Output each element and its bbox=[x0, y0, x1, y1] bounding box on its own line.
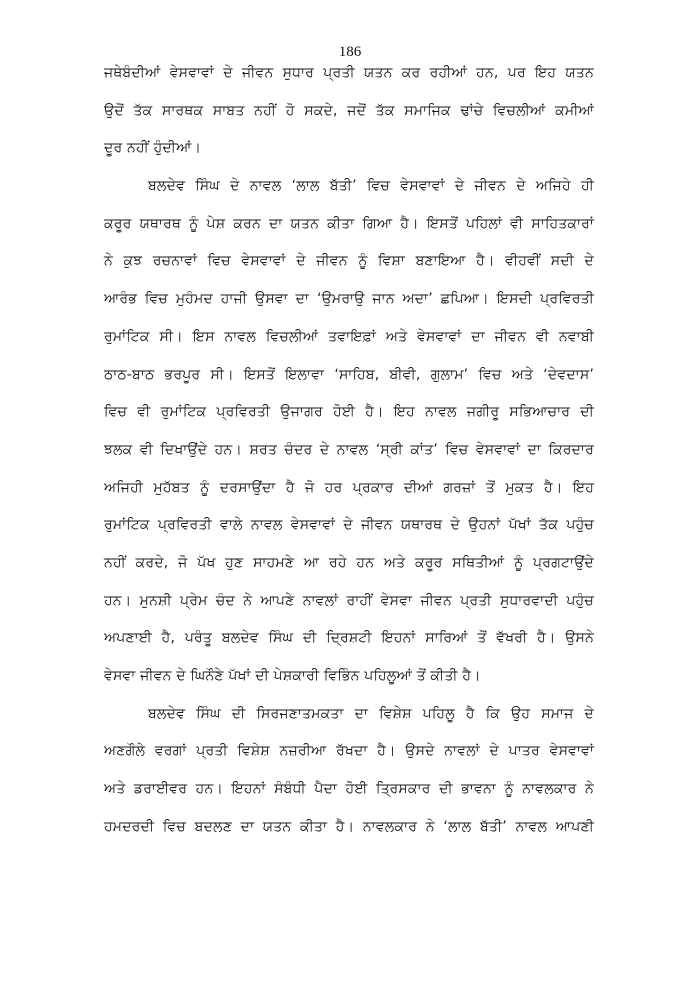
text-line-4: ਬਲਦੇਵ ਸਿੰਘ ਦੇ ਨਾਵਲ ‘ਲਾਲ ਬੱਤੀ’ ਵਿਚ ਵੇਸਵਾਵਾਂ ਦੇ ਜੀਵਨ ਦੇ ਅਜਿਹੇ ਹੀ bbox=[148, 178, 594, 195]
body-text bbox=[104, 55, 594, 846]
text-line-12: ਅਜਿਹੀ ਮੁਹੱਬਤ ਨੂੰ ਦਰਸਾਉਂਦਾ ਹੈ ਜੋ ਹਰ ਪ੍ਰਕਾਰ ਦੀਆਂ ਗਰਜ਼ਾਂ ਤੋਂ ਮੁਕਤ ਹੈ। ਇਹ bbox=[104, 479, 594, 496]
text-line-6: ਨੇ ਕੁਝ ਰਚਨਾਵਾਂ ਵਿਚ ਵੇਸਵਾਵਾਂ ਦੇ ਜੀਵਨ ਨੂੰ ਵਿਸ਼ਾ ਬਣਾਇਆ ਹੈ। ਵੀਹਵੀਂ ਸਦੀ ਦੇ bbox=[104, 253, 594, 270]
text-line-20: ਅਤੇ ਡਰਾਈਵਰ ਹਨ। ਇਹਨਾਂ ਸੰਬੰਧੀ ਪੈਦਾ ਹੋਈ ਤ੍ਰਿਸਕਾਰ ਦੀ ਭਾਵਨਾ ਨੂੰ ਨਾਵਲਕਾਰ ਨੇ bbox=[104, 781, 594, 798]
text-line-17: ਵੇਸਵਾ ਜੀਵਨ ਦੇ ਘਿਨੌਣੇ ਪੱਖਾਂ ਦੀ ਪੇਸ਼ਕਾਰੀ ਵਿਭਿੰਨ ਪਹਿਲੂਆਂ ਤੋਂ ਕੀਤੀ ਹੈ। bbox=[104, 668, 481, 684]
text-line-7: ਆਰੰਭ ਵਿਚ ਮੁਹੰਮਦ ਹਾਜੀ ਉਸਵਾ ਦਾ ‘ਉਮਰਾਉ ਜਾਨ ਅਦਾ’ ਛਪਿਆ। ਇਸਦੀ ਪ੍ਰਵਿਰਤੀ bbox=[104, 291, 594, 308]
text-line-9: ਠਾਠ-ਬਾਠ ਭਰਪੂਰ ਸੀ। ਇਸਤੋਂ ਇਲਾਵਾ ‘ਸਾਹਿਬ, ਬੀਵੀ, ਗੁਲਾਮ’ ਵਿਚ ਅਤੇ ‘ਦੇਵਦਾਸ’ bbox=[104, 366, 594, 383]
text-line-13: ਰੁਮਾਂਟਿਕ ਪ੍ਰਵਿਰਤੀ ਵਾਲੇ ਨਾਵਲ ਵੇਸਵਾਵਾਂ ਦੇ ਜੀਵਨ ਯਥਾਰਥ ਦੇ ਉਹਨਾਂ ਪੱਖਾਂ ਤੱਕ ਪਹੁੰਚ bbox=[104, 517, 594, 534]
page-number: 186 bbox=[338, 44, 362, 60]
text-line-14: ਨਹੀਂ ਕਰਦੇ, ਜੋ ਪੱਖ ਹੁਣ ਸਾਹਮਣੇ ਆ ਰਹੇ ਹਨ ਅਤੇ ਕਰੂਰ ਸਥਿਤੀਆਂ ਨੂੰ ਪ੍ਰਗਟਾਉਂਦੇ bbox=[104, 554, 594, 571]
text-line-21: ਹਮਦਰਦੀ ਵਿਚ ਬਦਲਣ ਦਾ ਯਤਨ ਕੀਤਾ ਹੈ। ਨਾਵਲਕਾਰ ਨੇ ‘ਲਾਲ ਬੱਤੀ’ ਨਾਵਲ ਆਪਣੀ bbox=[104, 818, 594, 835]
text-line-15: ਹਨ। ਮੁਨਸ਼ੀ ਪ੍ਰੇਮ ਚੰਦ ਨੇ ਆਪਣੇ ਨਾਵਲਾਂ ਰਾਹੀਂ ਵੇਸਵਾ ਜੀਵਨ ਪ੍ਰਤੀ ਸੁਧਾਰਵਾਦੀ ਪਹੁੰਚ bbox=[104, 592, 594, 609]
text-line-10: ਵਿਚ ਵੀ ਰੁਮਾਂਟਿਕ ਪ੍ਰਵਿਰਤੀ ਉਜਾਗਰ ਹੋਈ ਹੈ। ਇਹ ਨਾਵਲ ਜਗੀਰੂ ਸਭਿਆਚਾਰ ਦੀ bbox=[104, 404, 594, 421]
text-line-3: ਦੂਰ ਨਹੀਂ ਹੁੰਦੀਆਂ। bbox=[104, 140, 202, 157]
text-line-1: ਜਥੇਬੰਦੀਆਂ ਵੇਸਵਾਵਾਂ ਦੇ ਜੀਵਨ ਸੁਧਾਰ ਪ੍ਰਤੀ ਯਤਨ ਕਰ ਰਹੀਆਂ ਹਨ, ਪਰ ਇਹ ਯਤਨ bbox=[104, 65, 594, 81]
text-line-8: ਰੁਮਾਂਟਿਕ ਸੀ। ਇਸ ਨਾਵਲ ਵਿਚਲੀਆਂ ਤਵਾਇਫ਼ਾਂ ਅਤੇ ਵੇਸਵਾਵਾਂ ਦਾ ਜੀਵਨ ਵੀ ਨਵਾਬੀ bbox=[104, 328, 594, 345]
text-line-19: ਅਣਗੌਲੇ ਵਰਗਾਂ ਪ੍ਰਤੀ ਵਿਸ਼ੇਸ਼ ਨਜ਼ਰੀਆ ਰੱਖਦਾ ਹੈ। ਉਸਦੇ ਨਾਵਲਾਂ ਦੇ ਪਾਤਰ ਵੇਸਵਾਵਾਂ bbox=[104, 743, 594, 760]
text-line-5: ਕਰੂਰ ਯਥਾਰਥ ਨੂੰ ਪੇਸ਼ ਕਰਨ ਦਾ ਯਤਨ ਕੀਤਾ ਗਿਆ ਹੈ। ਇਸਤੋਂ ਪਹਿਲਾਂ ਵੀ ਸਾਹਿਤਕਾਰਾਂ bbox=[104, 215, 594, 232]
text-line-11: ਝਲਕ ਵੀ ਦਿਖਾਉਂਦੇ ਹਨ। ਸ਼ਰਤ ਚੰਦਰ ਦੇ ਨਾਵਲ ‘ਸ੍ਰੀ ਕਾਂਤ’ ਵਿਚ ਵੇਸਵਾਵਾਂ ਦਾ ਕਿਰਦਾਰ bbox=[104, 441, 594, 458]
text-line-16: ਅਪਣਾਈ ਹੈ, ਪਰੰਤੂ ਬਲਦੇਵ ਸਿੰਘ ਦੀ ਦ੍ਰਿਸ਼ਟੀ ਇਹਨਾਂ ਸਾਰਿਆਂ ਤੋਂ ਵੱਖਰੀ ਹੈ। ਉਸਨੇ bbox=[104, 630, 594, 647]
text-line-2: ਉਦੋਂ ਤੱਕ ਸਾਰਥਕ ਸਾਬਤ ਨਹੀਂ ਹੋ ਸਕਦੇ, ਜਦੋਂ ਤੱਕ ਸਮਾਜਿਕ ਢਾਂਚੇ ਵਿਚਲੀਆਂ ਕਮੀਆਂ bbox=[104, 102, 594, 119]
text-line-18: ਬਲਦੇਵ ਸਿੰਘ ਦੀ ਸਿਰਜਣਾਤਮਕਤਾ ਦਾ ਵਿਸ਼ੇਸ਼ ਪਹਿਲੂ ਹੈ ਕਿ ਉਹ ਸਮਾਜ ਦੇ bbox=[148, 705, 594, 722]
